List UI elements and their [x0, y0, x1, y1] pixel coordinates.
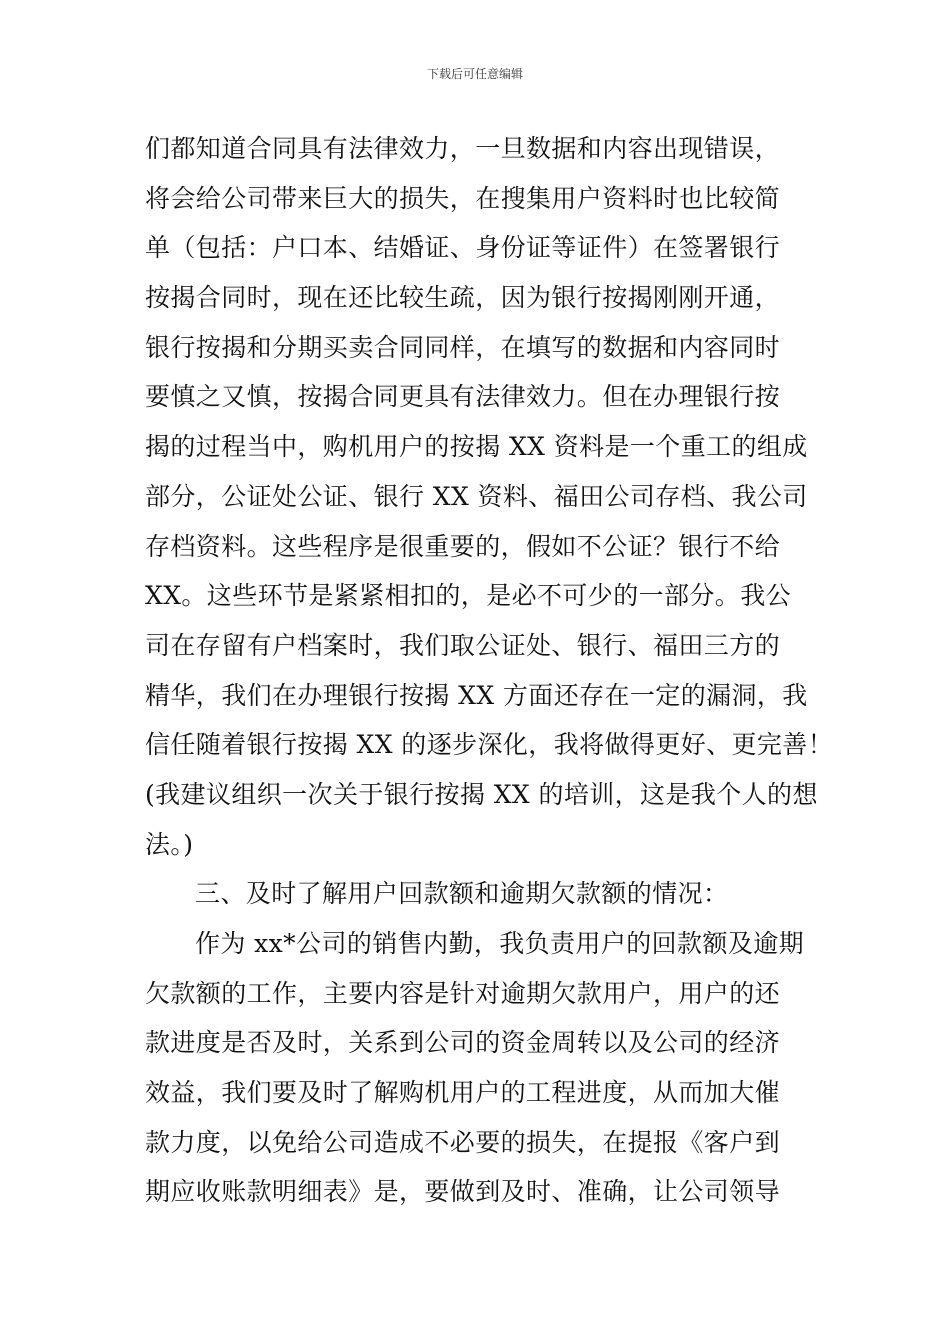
- text-line: 款进度是否及时，关系到公司的资金周转以及公司的经济: [145, 1028, 781, 1058]
- text-line: 信任随着银行按揭 XX 的逐步深化，我将做得更好、更完善！: [145, 730, 834, 760]
- text-line: 法。): [145, 829, 194, 859]
- text-line: 欠款额的工作，主要内容是针对逾期欠款用户，用户的还: [145, 978, 781, 1008]
- text-line: 效益，我们要及时了解购机用户的工程进度，从而加大催: [145, 1078, 781, 1108]
- text-line: 银行按揭和分期买卖合同同样，在填写的数据和内容同时: [145, 332, 781, 362]
- text-line: 司在存留有户档案时，我们取公证处、银行、福田三方的: [145, 630, 781, 660]
- document-body: [145, 124, 834, 1217]
- page-header: 下载后可任意编辑: [426, 67, 523, 81]
- text-line: (我建议组织一次关于银行按揭 XX 的培训，这是我个人的想: [145, 779, 818, 809]
- text-line: 期应收账款明细表》是，要做到及时、准确，让公司领导: [145, 1177, 781, 1207]
- text-line: 精华，我们在办理银行按揭 XX 方面还存在一定的漏洞，我: [145, 680, 808, 710]
- text-line: 款力度，以免给公司造成不必要的损失，在提报《客户到: [145, 1127, 781, 1157]
- text-line: 存档资料。这些程序是很重要的，假如不公证？银行不给: [145, 531, 781, 561]
- text-line: 揭的过程当中，购机用户的按揭 XX 资料是一个重工的组成: [145, 432, 808, 462]
- text-line: 们都知道合同具有法律效力，一旦数据和内容出现错误，: [145, 134, 781, 163]
- text-line: 要慎之又慎，按揭合同更具有法律效力。但在办理银行按: [145, 382, 781, 412]
- paragraph-start-line: 作为 xx*公司的销售内勤，我负责用户的回款额及逾期: [195, 929, 805, 958]
- text-line: 按揭合同时，现在还比较生疏，因为银行按揭刚刚开通，: [145, 283, 781, 313]
- text-line: 部分，公证处公证、银行 XX 资料、福田公司存档、我公司: [145, 481, 808, 511]
- text-line: 单（包括：户口本、结婚证、身份证等证件）在签署银行: [145, 233, 781, 263]
- text-line: 将会给公司带来巨大的损失，在搜集用户资料时也比较简: [145, 183, 781, 213]
- text-line: XX。这些环节是紧紧相扣的，是必不可少的一部分。我公: [145, 581, 791, 611]
- section-heading: 三、及时了解用户回款额和逾期欠款额的情况：: [195, 879, 729, 909]
